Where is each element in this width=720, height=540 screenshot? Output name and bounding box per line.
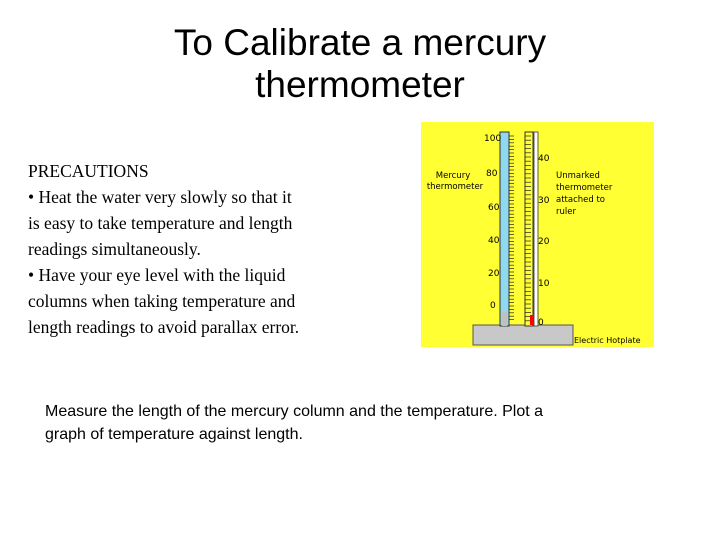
diagram-svg bbox=[421, 122, 654, 347]
precaution-line: length readings to avoid parallax error. bbox=[28, 317, 300, 337]
hotplate-label: Electric Hotplate bbox=[574, 336, 641, 345]
thermometer-tube bbox=[500, 132, 509, 326]
mercury-column bbox=[502, 312, 507, 326]
thermometer-diagram bbox=[421, 122, 654, 347]
thermo-scale-label: 60 bbox=[488, 203, 500, 213]
thermo-scale-label: 40 bbox=[488, 236, 500, 246]
hotplate bbox=[473, 325, 573, 345]
precautions-block bbox=[28, 158, 358, 340]
thermo-scale-label: 100 bbox=[484, 134, 502, 144]
mercury-thermometer-label-2: thermometer bbox=[426, 182, 484, 192]
precaution-line: is easy to take temperature and length bbox=[28, 213, 293, 233]
precautions-heading: PRECAUTIONS bbox=[28, 161, 149, 181]
ruler-scale-label: 0 bbox=[538, 318, 544, 328]
precaution-line: • Heat the water very slowly so that it bbox=[28, 187, 292, 207]
slide-title bbox=[140, 22, 580, 106]
title-line-1: To Calibrate a mercury bbox=[173, 22, 547, 63]
ruler-label-3: attached to bbox=[556, 195, 606, 205]
instruction-line-2: graph of temperature against length. bbox=[45, 426, 303, 443]
precaution-line: • Have your eye level with the liquid bbox=[28, 265, 286, 285]
ruler-scale-label: 30 bbox=[538, 196, 550, 206]
precaution-line: readings simultaneously. bbox=[28, 239, 201, 259]
thermo-scale-label: 0 bbox=[490, 301, 496, 311]
title-line-2: thermometer bbox=[255, 64, 465, 105]
ruler-label-2: thermometer bbox=[556, 183, 613, 193]
ruler-scale-label: 10 bbox=[538, 279, 550, 289]
instruction-text bbox=[45, 400, 645, 446]
thermometer-bulb bbox=[530, 315, 534, 325]
thermo-scale-label: 20 bbox=[488, 269, 500, 279]
thermometer-ticks bbox=[509, 136, 514, 320]
ruler-label-4: ruler bbox=[556, 207, 576, 217]
ruler-scale-label: 20 bbox=[538, 237, 550, 247]
ruler-label-1: Unmarked bbox=[556, 171, 600, 181]
precaution-line: columns when taking temperature and bbox=[28, 291, 296, 311]
ruler-scale-label: 40 bbox=[538, 154, 550, 164]
thermo-scale-label: 80 bbox=[486, 169, 498, 179]
instruction-line-1: Measure the length of the mercury column and the temperature. Plot a bbox=[45, 403, 544, 420]
mercury-thermometer-label-1: Mercury bbox=[435, 171, 471, 181]
